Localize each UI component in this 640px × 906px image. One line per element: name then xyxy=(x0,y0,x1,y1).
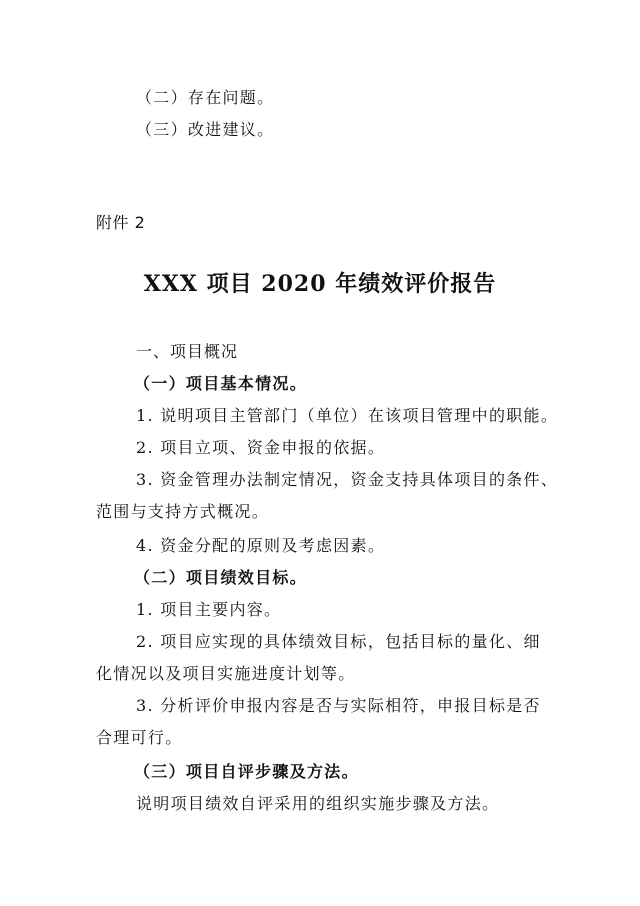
subsection-2-heading: （二）项目绩效目标。 xyxy=(134,568,308,587)
subsection-1-item: 3. 资金管理办法制定情况，资金支持具体项目的条件、 xyxy=(136,470,559,489)
suggestions-line: （三）改进建议。 xyxy=(136,120,275,139)
subsection-1-item: 4. 资金分配的原则及考虑因素。 xyxy=(136,536,386,555)
attachment-label: 附件 2 xyxy=(96,213,146,232)
subsection-1-heading: （一）项目基本情况。 xyxy=(134,374,308,393)
subsection-3-heading: （三）项目自评步骤及方法。 xyxy=(134,762,359,781)
section-1-heading: 一、项目概况 xyxy=(136,342,239,361)
problems-line: （二）存在问题。 xyxy=(136,88,275,107)
subsection-2-item-continued: 化情况以及项目实施进度计划等。 xyxy=(96,664,356,683)
report-title: XXX 项目 2020 年绩效评价报告 xyxy=(143,271,497,297)
subsection-2-item: 1. 项目主要内容。 xyxy=(136,600,282,619)
subsection-1-item-continued: 范围与支持方式概况。 xyxy=(96,502,270,521)
subsection-2-item-continued: 合理可行。 xyxy=(96,728,183,747)
subsection-1-item: 1. 说明项目主管部门（单位）在该项目管理中的职能。 xyxy=(136,406,559,425)
subsection-3-item: 说明项目绩效自评采用的组织实施步骤及方法。 xyxy=(136,794,500,813)
subsection-1-item: 2. 项目立项、资金申报的依据。 xyxy=(136,438,386,457)
subsection-2-item: 3. 分析评价申报内容是否与实际相符，申报目标是否 xyxy=(136,696,541,715)
subsection-2-item: 2. 项目应实现的具体绩效目标，包括目标的量化、细 xyxy=(136,632,541,651)
